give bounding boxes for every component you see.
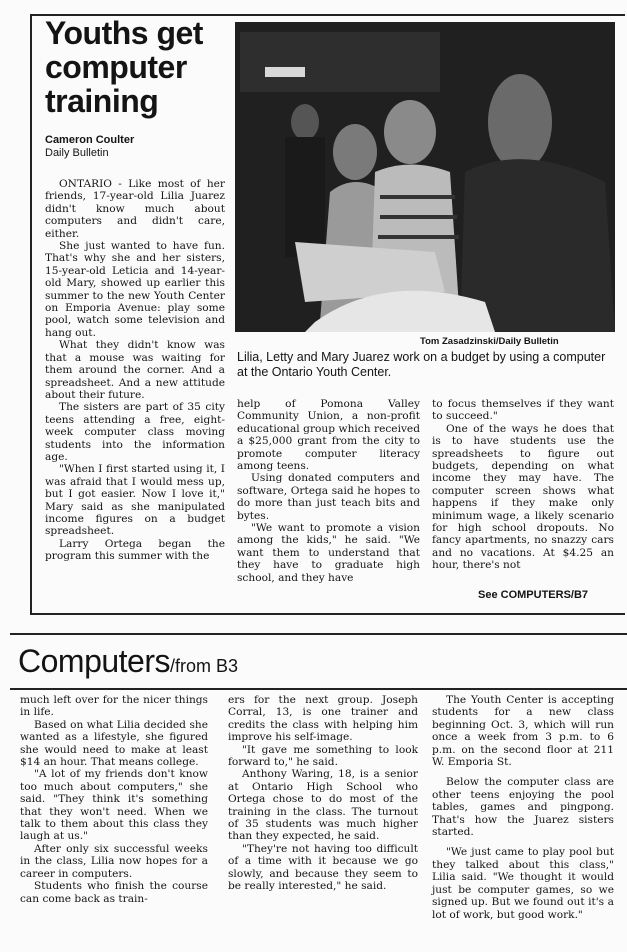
continued-reference: See COMPUTERS/B7	[478, 589, 589, 601]
paragraph: "A lot of my friends don't know too much about computers," she said. "They think it's something that they won't need. When we talk to them about this class they laugh at us."	[20, 768, 208, 843]
paragraph: "We just came to play pool but they talked about this class," Lilia said. "We thought it would just be computer games, so we signed up. But we found out it's a lot of work, but good work."	[432, 846, 614, 921]
article-headline: Youths get computer training	[45, 15, 203, 119]
paragraph: Anthony Waring, 18, is a senior at Ontario High School who Ortega chose to do most of the training in the class. The turnout of 35 students was much higher than they expected, he said.	[228, 768, 418, 843]
jump-column-2	[228, 694, 418, 893]
paragraph: After only six successful weeks in the class, Lilia now hopes for a career in computers.	[20, 842, 208, 880]
paragraph: Based on what Lilia decided she wanted as a lifestyle, she figured she would need to make at least $14 an hour. That means college.	[20, 718, 208, 769]
paragraph: much left over for the nicer things in life.	[20, 694, 208, 719]
article-column-2	[237, 398, 420, 584]
paragraph: help of Pomona Valley Community Union, a non-profit educational group which received a $25,000 grant from the city to promote computer literacy among teens.	[237, 398, 420, 473]
paragraph: One of the ways he does that is to have students use the spreadsheets to figure out budgets, depending on what income they may have. The computer screen shows what happens if they make only minimum wage, a likely scenario for high school dropouts. No fancy apartments, no snazzy cars and no vacations. At $4.25 an hour, there's not	[432, 422, 614, 572]
paragraph: What they didn't know was that a mouse was waiting for them around the corner. And a spreadsheet. And a new attitude about their future.	[45, 339, 225, 401]
paragraph: Larry Ortega began the program this summer with the	[45, 537, 225, 563]
paragraph: "They're not having too difficult of a time with it because we go slowly, and because they seem to be really interested," he said.	[228, 842, 418, 893]
clipping-bottom-rule	[30, 613, 625, 615]
byline-outlet: Daily Bulletin	[45, 147, 109, 159]
clipping-left-rule	[30, 14, 32, 614]
paragraph: The sisters are part of 35 city teens attending a free, eight-week computer class moving students into the information age.	[45, 401, 225, 463]
jump-column-3	[432, 694, 614, 921]
jump-headline-from: /from B3	[170, 656, 239, 676]
byline-author: Cameron Coulter	[45, 134, 135, 146]
article-column-1	[45, 178, 225, 563]
byline	[45, 134, 134, 160]
jump-top-rule	[10, 633, 627, 635]
paragraph: ONTARIO - Like most of her friends, 17-year-old Lilia Juarez didn't know much about computers and didn't care, either.	[45, 178, 225, 240]
paragraph: She just wanted to have fun. That's why she and her sisters, 15-year-old Leticia and 14-year-old Mary, showed up earlier this summer to the new Youth Center on Emporia Avenue: play some pool, watch some television and hang out.	[45, 240, 225, 339]
news-photo	[235, 22, 615, 332]
paragraph: ers for the next group. Joseph Corral, 13, is one trainer and credits the class with helping him improve his self-image.	[228, 694, 418, 744]
photo-caption: Lilia, Letty and Mary Juarez work on a budget by using a computer at the Ontario Youth Center.	[237, 350, 606, 379]
paragraph: Students who finish the course can come back as train-	[20, 880, 208, 905]
photo-illustration	[235, 22, 615, 332]
jump-column-1	[20, 694, 208, 905]
photo-credit: Tom Zasadzinski/Daily Bulletin	[420, 336, 559, 347]
paragraph: "It gave me something to look forward to," he said.	[228, 743, 418, 769]
article-column-3	[432, 398, 614, 572]
paragraph: Below the computer class are other teens enjoying the pool tables, games and pingpong. That's how the Juarez sisters started.	[432, 776, 614, 839]
paragraph: "We want to promote a vision among the kids," he said. "We want them to understand that they have to graduate high school, and they have	[237, 522, 420, 584]
paragraph: to focus themselves if they want to succeed."	[432, 398, 614, 423]
paragraph: Using donated computers and software, Ortega said he hopes to do more than just teach bits and bytes.	[237, 472, 420, 522]
paragraph: "When I first started using it, I was afraid that I would mess up, but I got easier. Now I love it," Mary said as she manipulated income figures on a budget spreadsheet.	[45, 463, 225, 538]
jump-headline	[18, 643, 238, 680]
jump-bottom-rule	[10, 688, 627, 690]
paragraph: The Youth Center is accepting students for a new class beginning Oct. 3, which will run once a week from 3 p.m. to 6 p.m. on the second floor at 211 W. Emporia St.	[432, 694, 614, 769]
jump-headline-main: Computers	[18, 643, 170, 679]
